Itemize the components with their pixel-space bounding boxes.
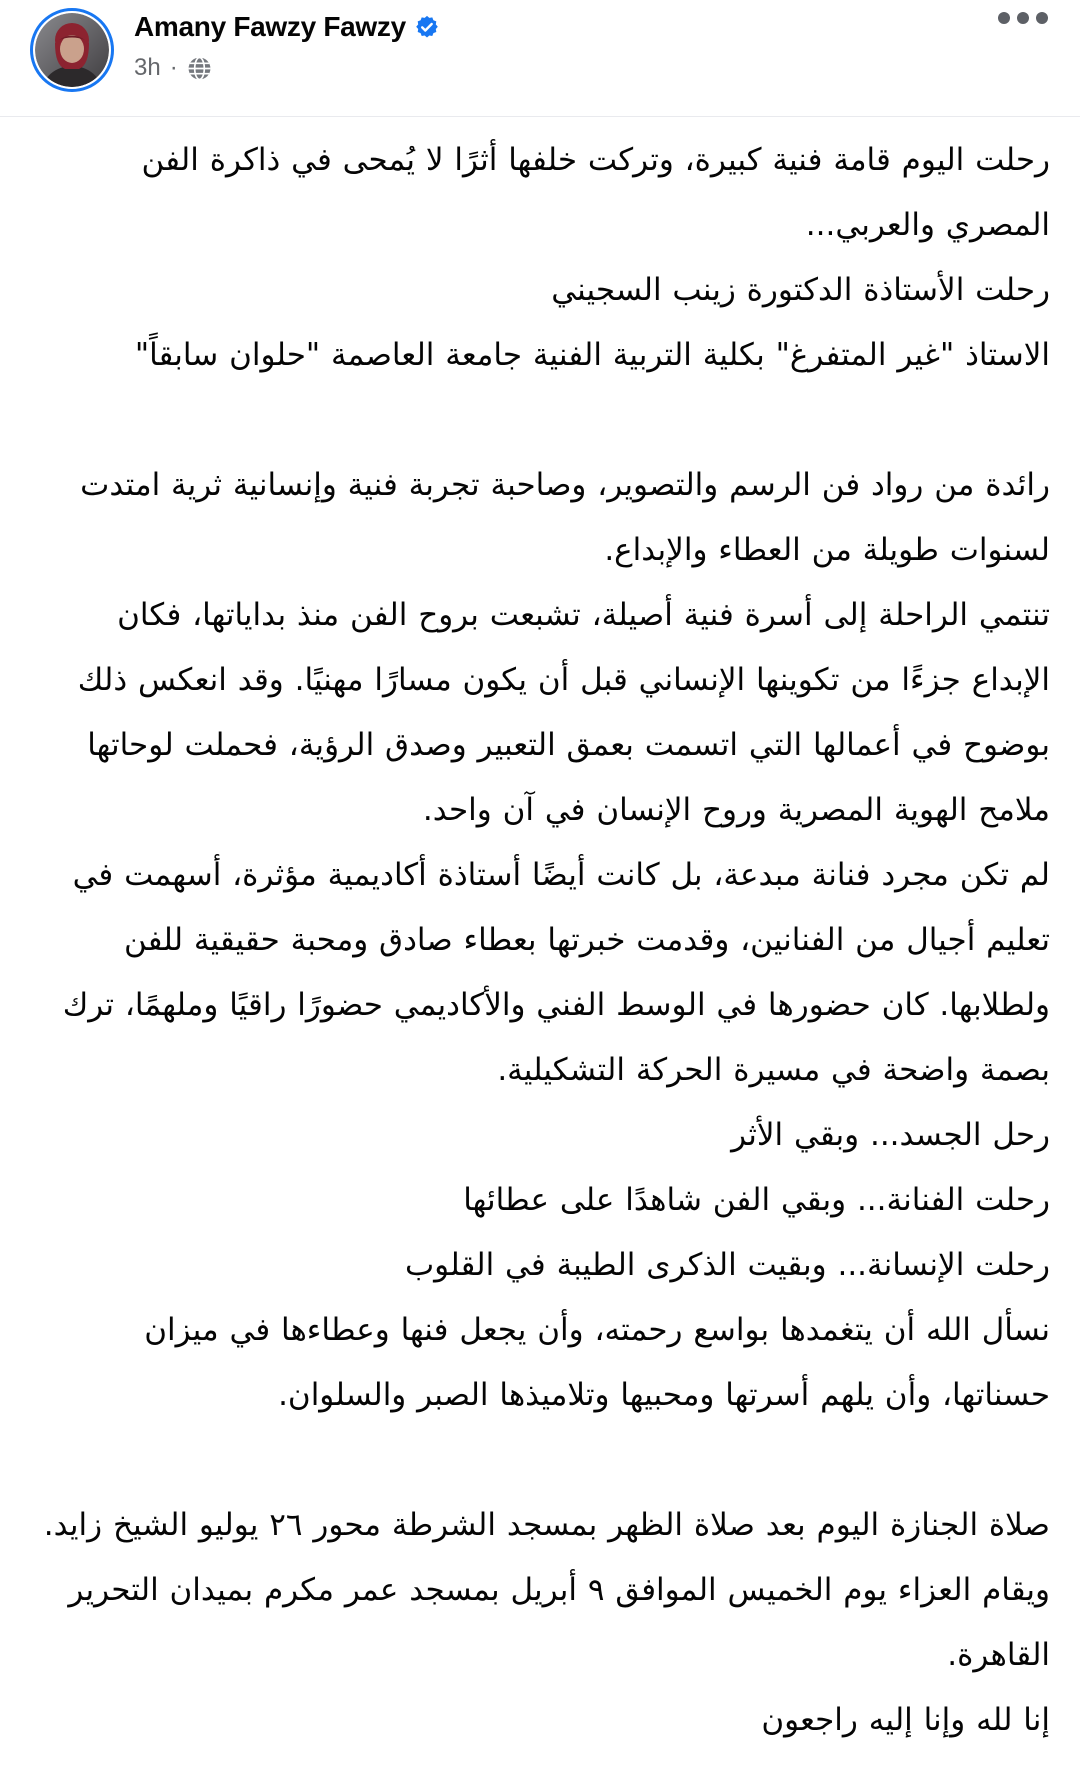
post-paragraph: ويقام العزاء يوم الخميس الموافق ٩ أبريل بمسجد عمر مكرم بميدان التحرير القاهرة. — [68, 1572, 1050, 1673]
verified-badge-icon — [415, 15, 439, 39]
post-paragraph: تنتمي الراحلة إلى أسرة فنية أصيلة، تشبعت بروح الفن منذ بداياتها، فكان الإبداع جزءًا من تكوينها الإنساني قبل أن يكون مسارًا مهنيًا. وقد انعكس ذلك بوضوح في أعمالها التي اتسمت بعمق التعبير وصدق الرؤية، فحملت لوحاتها ملامح الهوية المصرية وروح الإنسان في آن واحد. — [77, 597, 1050, 828]
more-options-ellipsis-icon — [1036, 12, 1048, 24]
more-options-ellipsis-icon — [998, 12, 1010, 24]
post-text — [0, 117, 1080, 1753]
post-paragraph: رحلت الأستاذة الدكتورة زينب السجيني — [551, 272, 1050, 308]
post-paragraph: إنا لله وإنا إليه راجعون — [761, 1702, 1050, 1738]
post-paragraph: رحلت الفنانة... وبقي الفن شاهدًا على عطائها — [463, 1182, 1050, 1218]
post-paragraph: لم تكن مجرد فنانة مبدعة، بل كانت أيضًا أستاذة أكاديمية مؤثرة، أسهمت في تعليم أجيال من الفنانين، وقدمت خبرتها بعطاء صادق ومحبة حقيقية للفن ولطلابها. كان حضورها في الوسط الفني والأكاديمي حضورًا راقيًا وملهمًا، ترك بصمة واضحة في مسيرة الحركة التشكيلية. — [62, 857, 1050, 1088]
more-options-button[interactable] — [994, 8, 1052, 28]
author-name[interactable]: Amany Fawzy Fawzy — [134, 11, 406, 42]
avatar[interactable] — [30, 8, 114, 92]
post-paragraph: صلاة الجنازة اليوم بعد صلاة الظهر بمسجد الشرطة محور ٢٦ يوليو الشيخ زايد. — [43, 1507, 1050, 1543]
more-options-ellipsis-icon — [1017, 12, 1029, 24]
post-paragraph: الاستاذ "غير المتفرغ" بكلية التربية الفنية جامعة العاصمة "حلوان سابقاً" — [134, 337, 1050, 373]
header-info — [134, 8, 439, 82]
post-header — [0, 0, 1080, 117]
post-paragraph: رحلت اليوم قامة فنية كبيرة، وتركت خلفها أثرًا لا يُمحى في ذاكرة الفن المصري والعربي... — [141, 142, 1050, 243]
post-paragraph: رحلت الإنسانة... وبقيت الذكرى الطيبة في القلوب — [405, 1247, 1050, 1283]
post-paragraph: رائدة من رواد فن الرسم والتصوير، وصاحبة تجربة فنية وإنسانية ثرية امتدت لسنوات طويلة من العطاء والإبداع. — [80, 467, 1050, 568]
timestamp[interactable]: 3h — [134, 54, 161, 81]
public-globe-icon — [187, 56, 212, 81]
post-paragraph: رحل الجسد... وبقي الأثر — [731, 1117, 1050, 1153]
meta-separator: · — [169, 54, 178, 81]
avatar-photo — [35, 13, 109, 87]
post-paragraph: نسأل الله أن يتغمدها بواسع رحمته، وأن يجعل فنها وعطاءها في ميزان حسناتها، وأن يلهم أسرتها ومحبيها وتلاميذها الصبر والسلوان. — [144, 1312, 1050, 1413]
